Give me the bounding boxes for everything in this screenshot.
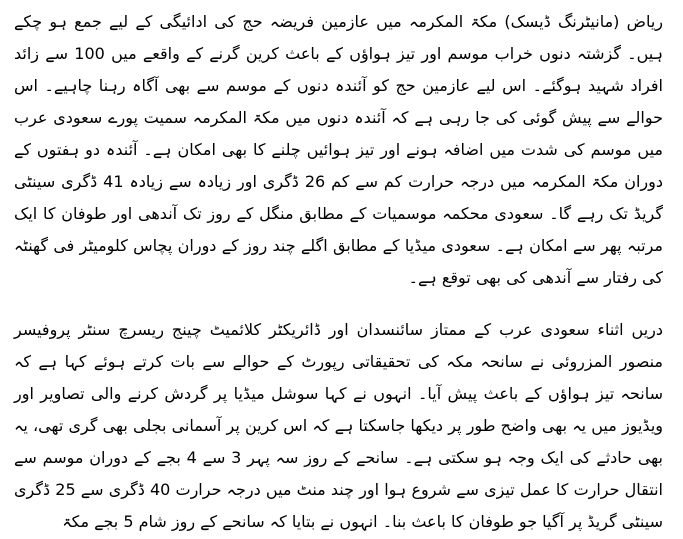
paragraph-2: دریں اثناء سعودی عرب کے ممتاز سائنسدان اور ڈائریکٹر کلائمیٹ چینج ریسرچ سنٹر پروفیسر منصور المزروئی نے سانحہ مکہ کی تحقیقاتی رپورٹ کے حوالے سے بات کرتے ہوئے کہا ہے کہ سانحہ تیز ہواؤں کے باعث پیش آیا۔ انہوں نے کہا سوشل میڈیا پر گردش کرنے والی تصاویر اور ویڈیوز میں یہ بھی واضح طور پر دیکھا جاسکتا ہے کہ اس کرین پر آسمانی بجلی بھی گری تھی، یہ بھی حادثے کی ایک وجہ ہو سکتی ہے۔ سانحے کے روز سہ پہر 3 سے 4 بجے کے دوران موسم سے انتقال حرارت کا عمل تیزی سے شروع ہوا اور چند منٹ میں درجہ حرارت 40 ڈگری سے 25 ڈگری سینٹی گریڈ پر آگیا جو طوفان کا باعث بنا۔ انہوں نے بتایا کہ سانحے کے روز شام 5 بجے مکۃ [14,320,664,531]
paragraph-1: ریاض (مانیٹرنگ ڈیسک) مکۃ المکرمہ میں عازمین فریضہ حج کی ادائیگی کے لیے جمع ہو چکے ہیں۔ گزشتہ دنوں خراب موسم اور تیز ہواؤں کے باعث کرین گرنے کے واقعے میں 100 سے زائد افراد شہید ہوگئے۔ اس لیے عازمین حج کو آئندہ دنوں کے موسم سے بھی آگاہ رہنا چاہیے۔ اس حوالے سے پیش گوئی کی جا رہی ہے کہ آئندہ دنوں میں مکۃ المکرمہ سمیت پورے سعودی عرب میں موسم کی شدت میں اضافہ ہونے اور تیز ہوائیں چلنے کا بھی امکان ہے۔ آئندہ دو ہفتوں کے دوران مکۃ المکرمہ میں درجہ حرارت کم سے کم 26 ڈگری اور زیادہ سے زیادہ 41 ڈگری سینٹی گریڈ تک رہے گا۔ سعودی محکمہ موسمیات کے مطابق منگل کے روز تک آندھی اور طوفان کا ایک مرتبہ پھر سے امکان ہے۔ سعودی میڈیا کے مطابق اگلے چند روز کے دوران پچاس کلومیٹر فی گھنٹہ کی رفتار سے آندھی کی بھی توقع ہے۔ [14,12,664,287]
